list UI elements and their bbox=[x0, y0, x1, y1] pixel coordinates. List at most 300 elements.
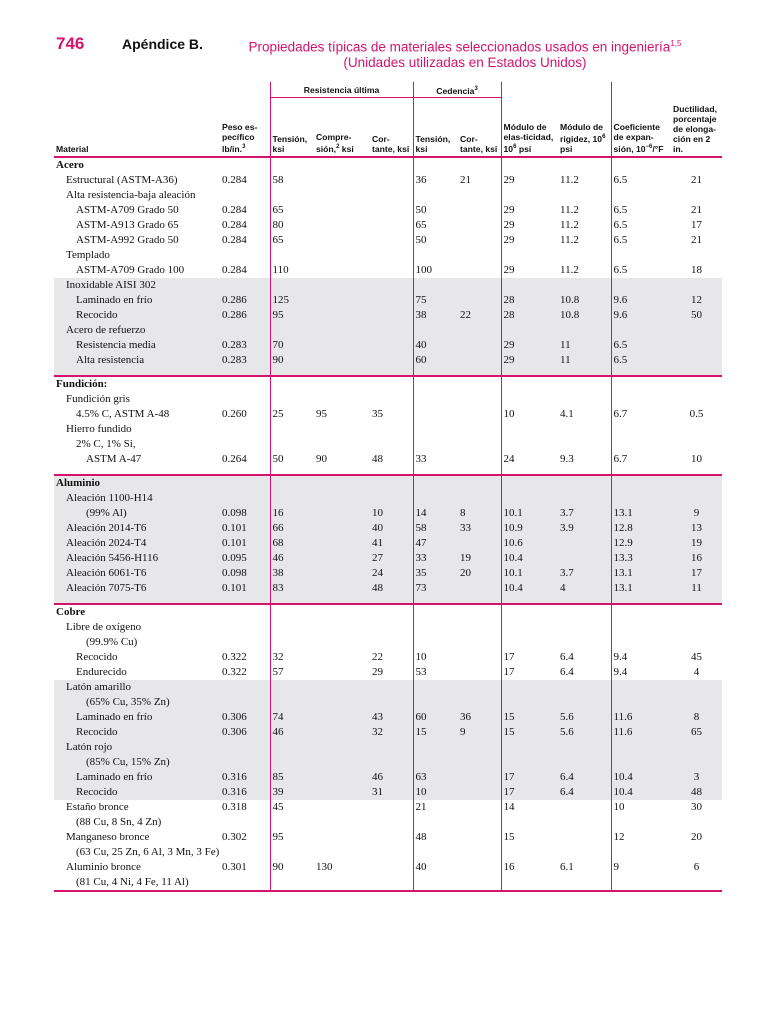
cell-ultimate-compression bbox=[314, 785, 370, 800]
cell-specific-weight: 0.322 bbox=[222, 666, 247, 678]
cell-ultimate-shear bbox=[370, 173, 413, 188]
cell-modulus-rigidity bbox=[558, 755, 611, 770]
spacer-cell bbox=[413, 596, 458, 604]
cell-material: Estructural (ASTM-A36) bbox=[66, 174, 178, 186]
cell-modulus-elasticity: 10.1 bbox=[501, 566, 558, 581]
cell-ductility bbox=[671, 475, 722, 491]
cell-ultimate-tension bbox=[270, 392, 314, 407]
cell-ultimate-tension bbox=[270, 323, 314, 338]
cell-yield-tension: 14 bbox=[413, 506, 458, 521]
cell-ultimate-tension: 50 bbox=[270, 452, 314, 467]
cell-ultimate-tension: 57 bbox=[270, 665, 314, 680]
cell-yield-shear bbox=[458, 800, 501, 815]
cell-specific-weight: 0.316 bbox=[220, 785, 270, 800]
cell-ultimate-shear: 22 bbox=[372, 651, 383, 663]
cell-yield-shear: 19 bbox=[458, 551, 501, 566]
table-row bbox=[54, 815, 722, 830]
cell-ductility: 16 bbox=[671, 551, 722, 566]
cell-material: Laminado en frío bbox=[54, 710, 220, 725]
spacer-cell bbox=[413, 368, 458, 376]
cell-yield-shear bbox=[458, 233, 501, 248]
cell-modulus-rigidity bbox=[558, 188, 611, 203]
cell-material: (85% Cu, 15% Zn) bbox=[54, 755, 220, 770]
cell-expansion-coefficient bbox=[611, 815, 671, 830]
cell-ultimate-tension: 110 bbox=[270, 263, 314, 278]
spacer-cell bbox=[314, 596, 370, 604]
cell-expansion-coefficient: 10.4 bbox=[611, 785, 671, 800]
table-row bbox=[54, 620, 722, 635]
header-spacer bbox=[501, 82, 558, 98]
cell-ultimate-tension: 45 bbox=[270, 800, 314, 815]
cell-specific-weight: 0.260 bbox=[222, 408, 247, 420]
cell-modulus-elasticity bbox=[501, 635, 558, 650]
cell-ultimate-compression bbox=[314, 157, 370, 173]
cell-yield-shear: 21 bbox=[460, 174, 472, 186]
cell-material: Recocido bbox=[54, 308, 220, 323]
cell-expansion-coefficient bbox=[611, 845, 671, 860]
header-spacer bbox=[671, 82, 722, 98]
cell-ductility: 45 bbox=[691, 651, 703, 663]
cell-material: Templado bbox=[66, 249, 110, 261]
cell-expansion-coefficient bbox=[611, 422, 671, 437]
cell-yield-tension: 10 bbox=[413, 785, 458, 800]
col-material: Material bbox=[54, 98, 220, 158]
cell-ultimate-compression bbox=[314, 278, 370, 293]
cell-modulus-rigidity: 9.3 bbox=[560, 453, 574, 465]
cell-material: Aleación 7075-T6 bbox=[54, 581, 220, 596]
cell-modulus-rigidity: 10.8 bbox=[558, 308, 611, 323]
cell-ultimate-shear bbox=[370, 695, 413, 710]
cell-yield-tension: 21 bbox=[413, 800, 458, 815]
cell-expansion-coefficient: 13.3 bbox=[611, 551, 671, 566]
cell-material: Acero de refuerzo bbox=[54, 323, 220, 338]
spacer-cell bbox=[501, 596, 558, 604]
cell-ultimate-tension: 39 bbox=[270, 785, 314, 800]
cell-ultimate-shear: 43 bbox=[370, 710, 413, 725]
spacer-cell bbox=[611, 596, 671, 604]
group-yield bbox=[413, 82, 501, 98]
table-title-line2: (Unidades utilizadas en Estados Unidos) bbox=[343, 54, 587, 70]
cell-yield-shear: 33 bbox=[458, 521, 501, 536]
cell-ultimate-tension bbox=[270, 188, 314, 203]
cell-modulus-elasticity bbox=[501, 620, 558, 635]
cell-yield-shear bbox=[458, 323, 501, 338]
cell-modulus-elasticity bbox=[501, 157, 558, 173]
cell-specific-weight bbox=[220, 680, 270, 695]
cell-yield-shear: 8 bbox=[458, 506, 501, 521]
cell-expansion-coefficient: 9 bbox=[611, 860, 671, 875]
table-row bbox=[54, 263, 722, 278]
cell-yield-shear bbox=[458, 830, 501, 845]
cell-yield-shear bbox=[458, 475, 501, 491]
cell-yield-tension: 50 bbox=[413, 203, 458, 218]
table-row bbox=[54, 581, 722, 596]
cell-expansion-coefficient: 6.5 bbox=[611, 233, 671, 248]
cell-ultimate-compression bbox=[314, 308, 370, 323]
cell-material: Inoxidable AISI 302 bbox=[54, 278, 220, 293]
cell-ultimate-tension bbox=[270, 376, 314, 392]
cell-expansion-coefficient bbox=[611, 392, 671, 407]
table-body bbox=[54, 157, 722, 891]
cell-modulus-elasticity bbox=[501, 188, 558, 203]
cell-ductility bbox=[671, 422, 722, 437]
cell-material: Aleación 6061-T6 bbox=[54, 566, 220, 581]
cell-ultimate-shear bbox=[370, 860, 413, 875]
table-title-footnote: 1,5 bbox=[670, 39, 682, 48]
cell-ultimate-tension bbox=[270, 604, 314, 620]
cell-modulus-elasticity bbox=[501, 278, 558, 293]
cell-ultimate-tension: 83 bbox=[270, 581, 314, 596]
cell-specific-weight: 0.284 bbox=[222, 204, 247, 216]
cell-yield-shear bbox=[458, 604, 501, 620]
cell-ultimate-shear: 35 bbox=[372, 408, 383, 420]
cell-ultimate-shear bbox=[370, 338, 413, 353]
section-spacer bbox=[54, 467, 722, 475]
table-header bbox=[54, 82, 722, 157]
cell-ultimate-compression bbox=[314, 740, 370, 755]
cell-modulus-elasticity: 10 bbox=[501, 407, 558, 422]
cell-ultimate-shear: 32 bbox=[370, 725, 413, 740]
cell-ultimate-shear bbox=[370, 248, 413, 263]
cell-yield-tension bbox=[413, 392, 458, 407]
cell-ultimate-compression bbox=[314, 173, 370, 188]
cell-ductility bbox=[671, 278, 722, 293]
cell-specific-weight: 0.322 bbox=[222, 651, 247, 663]
table-row bbox=[54, 695, 722, 710]
cell-modulus-elasticity bbox=[501, 755, 558, 770]
cell-ultimate-compression bbox=[314, 815, 370, 830]
cell-yield-shear: 36 bbox=[458, 710, 501, 725]
cell-expansion-coefficient bbox=[611, 248, 671, 263]
cell-modulus-rigidity: 6.4 bbox=[560, 666, 574, 678]
cell-ultimate-shear bbox=[370, 376, 413, 392]
cell-ultimate-compression bbox=[314, 551, 370, 566]
cell-modulus-rigidity: 5.6 bbox=[558, 710, 611, 725]
cell-ultimate-tension bbox=[270, 157, 314, 173]
table-row bbox=[54, 875, 722, 891]
cell-ultimate-shear bbox=[370, 491, 413, 506]
cell-ultimate-compression bbox=[314, 422, 370, 437]
cell-ductility bbox=[671, 740, 722, 755]
cell-yield-tension: 100 bbox=[413, 263, 458, 278]
category-row bbox=[54, 475, 722, 491]
col-ultimate-tension: Tensión, ksi bbox=[270, 98, 314, 158]
cell-modulus-rigidity bbox=[558, 323, 611, 338]
cell-yield-tension bbox=[413, 755, 458, 770]
cell-modulus-elasticity bbox=[501, 376, 558, 392]
group-yield-footnote: 3 bbox=[474, 85, 478, 92]
cell-expansion-coefficient bbox=[611, 278, 671, 293]
spacer-cell bbox=[370, 368, 413, 376]
cell-modulus-rigidity: 11.2 bbox=[560, 174, 579, 186]
cell-yield-shear bbox=[458, 620, 501, 635]
cell-ductility: 9 bbox=[671, 506, 722, 521]
cell-expansion-coefficient bbox=[611, 323, 671, 338]
cell-ultimate-compression bbox=[314, 376, 370, 392]
cell-expansion-coefficient bbox=[611, 740, 671, 755]
cell-yield-tension: 50 bbox=[413, 233, 458, 248]
col-expansion-unit: /°F bbox=[652, 144, 664, 154]
cell-ductility: 19 bbox=[671, 536, 722, 551]
cell-yield-tension bbox=[413, 604, 458, 620]
cell-material: 4.5% C, ASTM A-48 bbox=[76, 408, 170, 420]
cell-modulus-rigidity: 3.7 bbox=[558, 506, 611, 521]
cell-ultimate-compression bbox=[314, 875, 370, 891]
cell-yield-tension bbox=[413, 620, 458, 635]
cell-ductility bbox=[671, 392, 722, 407]
cell-ultimate-shear bbox=[370, 203, 413, 218]
cell-modulus-elasticity: 17 bbox=[501, 785, 558, 800]
table-row bbox=[54, 665, 722, 680]
cell-ductility: 17 bbox=[691, 219, 703, 231]
cell-yield-tension: 47 bbox=[413, 536, 458, 551]
cell-ultimate-tension: 16 bbox=[270, 506, 314, 521]
cell-ultimate-tension bbox=[270, 475, 314, 491]
cell-ductility bbox=[671, 845, 722, 860]
cell-yield-tension bbox=[413, 845, 458, 860]
cell-ultimate-shear bbox=[370, 157, 413, 173]
cell-modulus-rigidity bbox=[558, 680, 611, 695]
cell-modulus-elasticity: 29 bbox=[501, 338, 558, 353]
table-row bbox=[54, 536, 722, 551]
cell-ductility bbox=[671, 157, 722, 173]
cell-ductility: 65 bbox=[671, 725, 722, 740]
cell-ultimate-compression bbox=[314, 506, 370, 521]
cell-yield-shear bbox=[458, 845, 501, 860]
cell-specific-weight: 0.301 bbox=[222, 861, 247, 873]
cell-modulus-elasticity bbox=[501, 491, 558, 506]
cell-ultimate-shear: 29 bbox=[372, 666, 383, 678]
cell-ultimate-tension bbox=[270, 875, 314, 891]
cell-specific-weight bbox=[220, 157, 270, 173]
cell-yield-tension: 33 bbox=[413, 551, 458, 566]
cell-specific-weight bbox=[220, 635, 270, 650]
cell-modulus-rigidity bbox=[558, 830, 611, 845]
cell-yield-shear bbox=[458, 581, 501, 596]
cell-yield-tension bbox=[413, 491, 458, 506]
cell-yield-shear bbox=[458, 338, 501, 353]
table-row bbox=[54, 635, 722, 650]
table-row bbox=[54, 338, 722, 353]
table-row bbox=[54, 770, 722, 785]
cell-expansion-coefficient: 9.4 bbox=[611, 665, 671, 680]
page-number: 746 bbox=[56, 34, 85, 53]
spacer-cell bbox=[671, 467, 722, 475]
cell-modulus-rigidity: 3.9 bbox=[558, 521, 611, 536]
cell-yield-tension: 53 bbox=[413, 665, 458, 680]
cell-specific-weight: 0.286 bbox=[220, 293, 270, 308]
cell-ultimate-tension bbox=[270, 680, 314, 695]
cell-modulus-rigidity bbox=[558, 551, 611, 566]
spacer-cell bbox=[558, 596, 611, 604]
cell-yield-shear bbox=[458, 392, 501, 407]
cell-modulus-rigidity bbox=[558, 875, 611, 891]
spacer-cell bbox=[458, 467, 501, 475]
col-ultimate-compression-unit: ksi bbox=[341, 144, 354, 154]
appendix-label: Apéndice B. bbox=[122, 36, 203, 52]
table-row bbox=[54, 830, 722, 845]
cell-modulus-rigidity: 6.4 bbox=[560, 651, 574, 663]
cell-ultimate-shear bbox=[370, 800, 413, 815]
cell-modulus-elasticity: 15 bbox=[501, 710, 558, 725]
cell-material: Recocido bbox=[76, 651, 118, 663]
cell-material: Cobre bbox=[54, 604, 220, 620]
cell-material: (81 Cu, 4 Ni, 4 Fe, 11 Al) bbox=[54, 875, 220, 891]
cell-ultimate-shear: 31 bbox=[370, 785, 413, 800]
cell-yield-tension: 40 bbox=[413, 338, 458, 353]
table-row bbox=[54, 785, 722, 800]
cell-yield-shear bbox=[458, 422, 501, 437]
cell-ultimate-compression bbox=[314, 650, 370, 665]
cell-ductility: 48 bbox=[671, 785, 722, 800]
cell-specific-weight: 0.264 bbox=[222, 453, 247, 465]
cell-modulus-elasticity: 10.6 bbox=[501, 536, 558, 551]
cell-ultimate-shear bbox=[370, 755, 413, 770]
cell-modulus-elasticity: 29 bbox=[501, 353, 558, 368]
cell-ultimate-compression bbox=[314, 536, 370, 551]
cell-yield-tension: 73 bbox=[413, 581, 458, 596]
cell-specific-weight: 0.306 bbox=[220, 725, 270, 740]
spacer-cell bbox=[220, 368, 270, 376]
cell-ultimate-compression bbox=[314, 800, 370, 815]
cell-ductility: 10 bbox=[691, 453, 703, 465]
col-yield-tension: Tensión, ksi bbox=[413, 98, 458, 158]
cell-specific-weight: 0.098 bbox=[220, 566, 270, 581]
cell-ductility: 21 bbox=[691, 174, 703, 186]
cell-specific-weight: 0.318 bbox=[222, 801, 247, 813]
cell-material: Aluminio bronce bbox=[66, 861, 141, 873]
cell-ultimate-compression bbox=[314, 845, 370, 860]
cell-yield-tension: 65 bbox=[413, 218, 458, 233]
spacer-cell bbox=[671, 596, 722, 604]
cell-ductility: 3 bbox=[671, 770, 722, 785]
cell-yield-tension bbox=[413, 188, 458, 203]
cell-specific-weight bbox=[220, 475, 270, 491]
spacer-cell bbox=[413, 467, 458, 475]
cell-expansion-coefficient: 9.6 bbox=[611, 308, 671, 323]
cell-ductility bbox=[671, 604, 722, 620]
cell-specific-weight bbox=[220, 422, 270, 437]
cell-material: (88 Cu, 8 Sn, 4 Zn) bbox=[76, 816, 162, 828]
cell-ultimate-shear bbox=[370, 308, 413, 323]
cell-yield-shear bbox=[458, 437, 501, 452]
cell-modulus-rigidity: 6.4 bbox=[558, 785, 611, 800]
cell-yield-tension bbox=[413, 635, 458, 650]
cell-modulus-rigidity bbox=[558, 475, 611, 491]
cell-yield-tension bbox=[413, 376, 458, 392]
cell-ultimate-compression bbox=[314, 710, 370, 725]
table-row bbox=[54, 491, 722, 506]
cell-specific-weight bbox=[220, 845, 270, 860]
cell-ultimate-tension: 66 bbox=[270, 521, 314, 536]
spacer-cell bbox=[558, 467, 611, 475]
cell-modulus-elasticity bbox=[501, 392, 558, 407]
cell-yield-tension bbox=[413, 278, 458, 293]
cell-ductility: 0.5 bbox=[689, 408, 704, 420]
cell-specific-weight bbox=[220, 392, 270, 407]
cell-modulus-rigidity bbox=[558, 376, 611, 392]
cell-yield-shear bbox=[458, 635, 501, 650]
group-yield-label: Cedencia bbox=[436, 85, 475, 96]
cell-ultimate-tension: 46 bbox=[270, 551, 314, 566]
cell-specific-weight bbox=[220, 755, 270, 770]
header-spacer bbox=[558, 82, 611, 98]
cell-ultimate-compression bbox=[314, 725, 370, 740]
cell-modulus-rigidity bbox=[558, 491, 611, 506]
cell-yield-shear bbox=[458, 755, 501, 770]
cell-material: (99.9% Cu) bbox=[86, 636, 138, 648]
cell-ultimate-tension: 85 bbox=[270, 770, 314, 785]
cell-ultimate-shear: 27 bbox=[370, 551, 413, 566]
cell-ultimate-tension: 90 bbox=[270, 860, 314, 875]
spacer-cell bbox=[458, 368, 501, 376]
cell-ductility: 20 bbox=[691, 831, 703, 843]
cell-ultimate-shear bbox=[370, 875, 413, 891]
cell-material: ASTM A-47 bbox=[86, 453, 142, 465]
cell-ultimate-shear: 48 bbox=[372, 453, 383, 465]
cell-expansion-coefficient bbox=[611, 188, 671, 203]
cell-modulus-elasticity: 16 bbox=[501, 860, 558, 875]
cell-expansion-coefficient bbox=[611, 635, 671, 650]
cell-ultimate-tension bbox=[270, 437, 314, 452]
cell-modulus-elasticity bbox=[501, 323, 558, 338]
cell-yield-shear bbox=[458, 740, 501, 755]
cell-modulus-elasticity bbox=[501, 604, 558, 620]
cell-yield-shear bbox=[458, 695, 501, 710]
table-row bbox=[54, 353, 722, 368]
spacer-cell bbox=[270, 467, 314, 475]
header-spacer bbox=[54, 82, 220, 98]
cell-yield-shear bbox=[458, 248, 501, 263]
cell-material: Recocido bbox=[54, 725, 220, 740]
cell-ultimate-tension: 125 bbox=[270, 293, 314, 308]
cell-expansion-coefficient: 9.6 bbox=[611, 293, 671, 308]
cell-material: ASTM-A913 Grado 65 bbox=[76, 219, 179, 231]
cell-ultimate-tension bbox=[270, 815, 314, 830]
cell-specific-weight: 0.284 bbox=[222, 234, 247, 246]
cell-modulus-elasticity bbox=[501, 695, 558, 710]
cell-material: Libre de oxígeno bbox=[66, 621, 142, 633]
cell-expansion-coefficient: 6.5 bbox=[611, 263, 671, 278]
cell-yield-tension bbox=[413, 680, 458, 695]
cell-ultimate-tension: 74 bbox=[270, 710, 314, 725]
col-modulus-elasticity-sup: 6 bbox=[513, 144, 517, 151]
cell-specific-weight bbox=[220, 875, 270, 891]
cell-modulus-rigidity bbox=[558, 635, 611, 650]
col-specific-weight-label: Peso es-pecífico lb/in. bbox=[222, 122, 258, 154]
cell-ductility bbox=[671, 491, 722, 506]
cell-ultimate-tension: 95 bbox=[270, 308, 314, 323]
table-row bbox=[54, 800, 722, 815]
cell-modulus-rigidity: 11.2 bbox=[560, 219, 579, 231]
table-title bbox=[220, 36, 710, 70]
cell-modulus-elasticity: 15 bbox=[501, 830, 558, 845]
cell-modulus-elasticity: 29 bbox=[501, 263, 558, 278]
cell-material: Laminado en frío bbox=[54, 770, 220, 785]
cell-specific-weight: 0.316 bbox=[220, 770, 270, 785]
table-row bbox=[54, 860, 722, 875]
cell-yield-tension: 36 bbox=[413, 173, 458, 188]
cell-modulus-rigidity bbox=[558, 437, 611, 452]
table-row bbox=[54, 218, 722, 233]
cell-ultimate-tension bbox=[270, 755, 314, 770]
cell-ultimate-tension: 65 bbox=[270, 203, 314, 218]
cell-modulus-elasticity bbox=[501, 845, 558, 860]
cell-expansion-coefficient bbox=[611, 491, 671, 506]
cell-modulus-elasticity: 29 bbox=[501, 218, 558, 233]
table-row bbox=[54, 188, 722, 203]
col-ultimate-shear: Cor-tante, ksi bbox=[370, 98, 413, 158]
